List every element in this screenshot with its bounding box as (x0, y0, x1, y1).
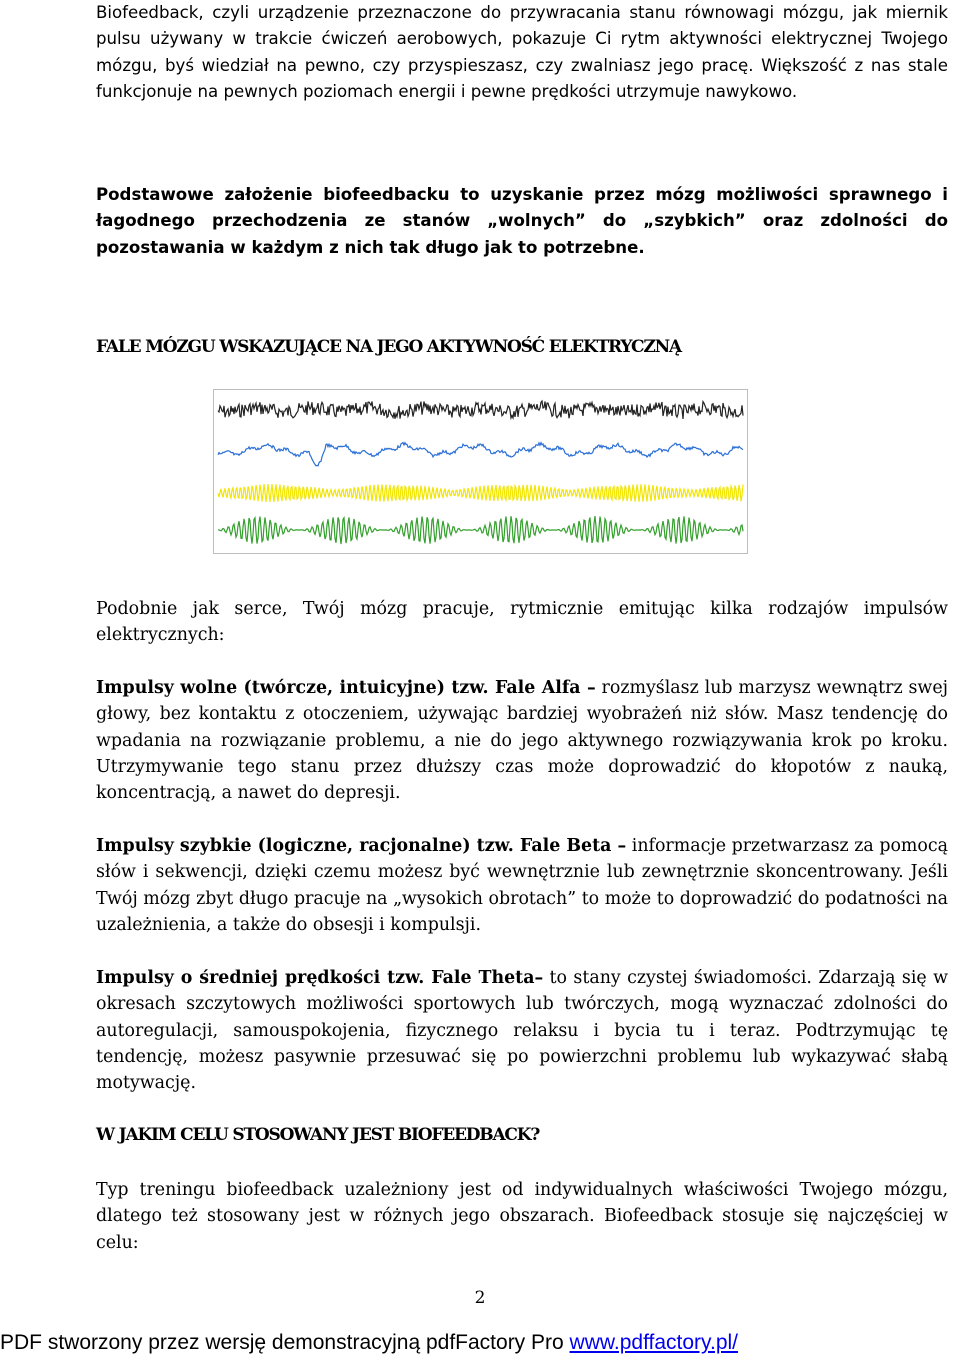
beta-body: informacje przetwarzasz za pomocą słów i sekwencji, dzięki czemu możesz być wewnętrznie lub zewnętrznie skoncentrowany. Jeśli Twój mózg zbyt długo pracuje na „wysokich obrotach” to może to doprowadzić do podatności na uzależnienia, a także do obsesji i kompulsji. (96, 836, 948, 935)
footer-link[interactable]: www.pdffactory.pl/ (569, 1331, 739, 1354)
pdf-footer (0, 1331, 738, 1355)
page-number: 2 (474, 1288, 486, 1308)
beta-paragraph (96, 833, 948, 938)
alpha-paragraph (96, 675, 948, 806)
theta-paragraph (96, 965, 948, 1096)
basis-paragraph: Podstawowe założenie biofeedbacku to uzyskanie przez mózg możliwości sprawnego i łagodnego przechodzenia ze stanów „wolnych” do „szybkich” oraz zdolności do pozostawania w każdym z nich tak długo jak to potrzebne. (96, 185, 948, 257)
waves-heading: FALE MÓZGU WSKAZUJĄCE NA JEGO AKTYWNOŚĆ ELEKTRYCZNĄ (96, 337, 681, 357)
eeg-waves-image (214, 390, 747, 553)
theta-body: to stany czystej świadomości. Zdarzają się w okresach szczytowych możliwości sportowych lub twórczych, mogą wyznaczać zdolności do autoregulacji, samouspokojenia, fizycznego relaksu i bycia tu i teraz. Podtrzymując tę tendencję, możesz pasywnie przesuwać się po powierzchni problemu lub wykazywać słabą motywację. (96, 968, 948, 1094)
eeg-trace-blue (218, 443, 743, 466)
eeg-trace-yellow (218, 484, 743, 502)
alpha-lead: Impulsy wolne (twórcze, intuicyjne) tzw. Fale Alfa – (96, 678, 596, 698)
eeg-trace-green (218, 516, 743, 544)
purpose-heading: W JAKIM CELU STOSOWANY JEST BIOFEEDBACK? (96, 1125, 540, 1145)
eeg-trace-black (218, 401, 743, 419)
similar-paragraph: Podobnie jak serce, Twój mózg pracuje, rytmicznie emitując kilka rodzajów impulsów elektrycznych: (96, 599, 948, 646)
intro-paragraph: Biofeedback, czyli urządzenie przeznaczone do przywracania stanu równowagi mózgu, jak miernik pulsu używany w trakcie ćwiczeń aerobowych, pokazuje Ci rytm aktywności elektrycznej Twojego mózgu, byś wiedział na pewno, czy przyspieszasz, czy zwalniasz jego pracę. Większość z nas stale funkcjonuje na pewnych poziomach energii i pewne prędkości utrzymuje nawykowo. (96, 3, 948, 101)
beta-lead: Impulsy szybkie (logiczne, racjonalne) tzw. Fale Beta – (96, 836, 627, 856)
eeg-waves-figure (213, 389, 748, 554)
theta-lead: Impulsy o średniej prędkości tzw. Fale Theta– (96, 968, 544, 988)
type-paragraph: Typ treningu biofeedback uzależniony jest od indywidualnych właściwości Twojego mózgu, dlatego też stosowany jest w różnych jego obszarach. Biofeedback stosuje się najczęściej w celu: (96, 1180, 948, 1253)
footer-text: PDF stworzony przez wersję demonstracyjną pdfFactory Pro (0, 1331, 570, 1354)
alpha-body: rozmyślasz lub marzysz wewnątrz swej głowy, bez kontaktu z otoczeniem, używając bardziej wyobrażeń niż słów. Masz tendencję do wpadania na rozwiązanie problemu, a nie do jego aktywnego rozwiązywania krok po kroku. Utrzymywanie tego stanu przez dłuższy czas może doprowadzić do kłopotów z nauką, koncentracją, a nawet do depresji. (96, 678, 949, 804)
